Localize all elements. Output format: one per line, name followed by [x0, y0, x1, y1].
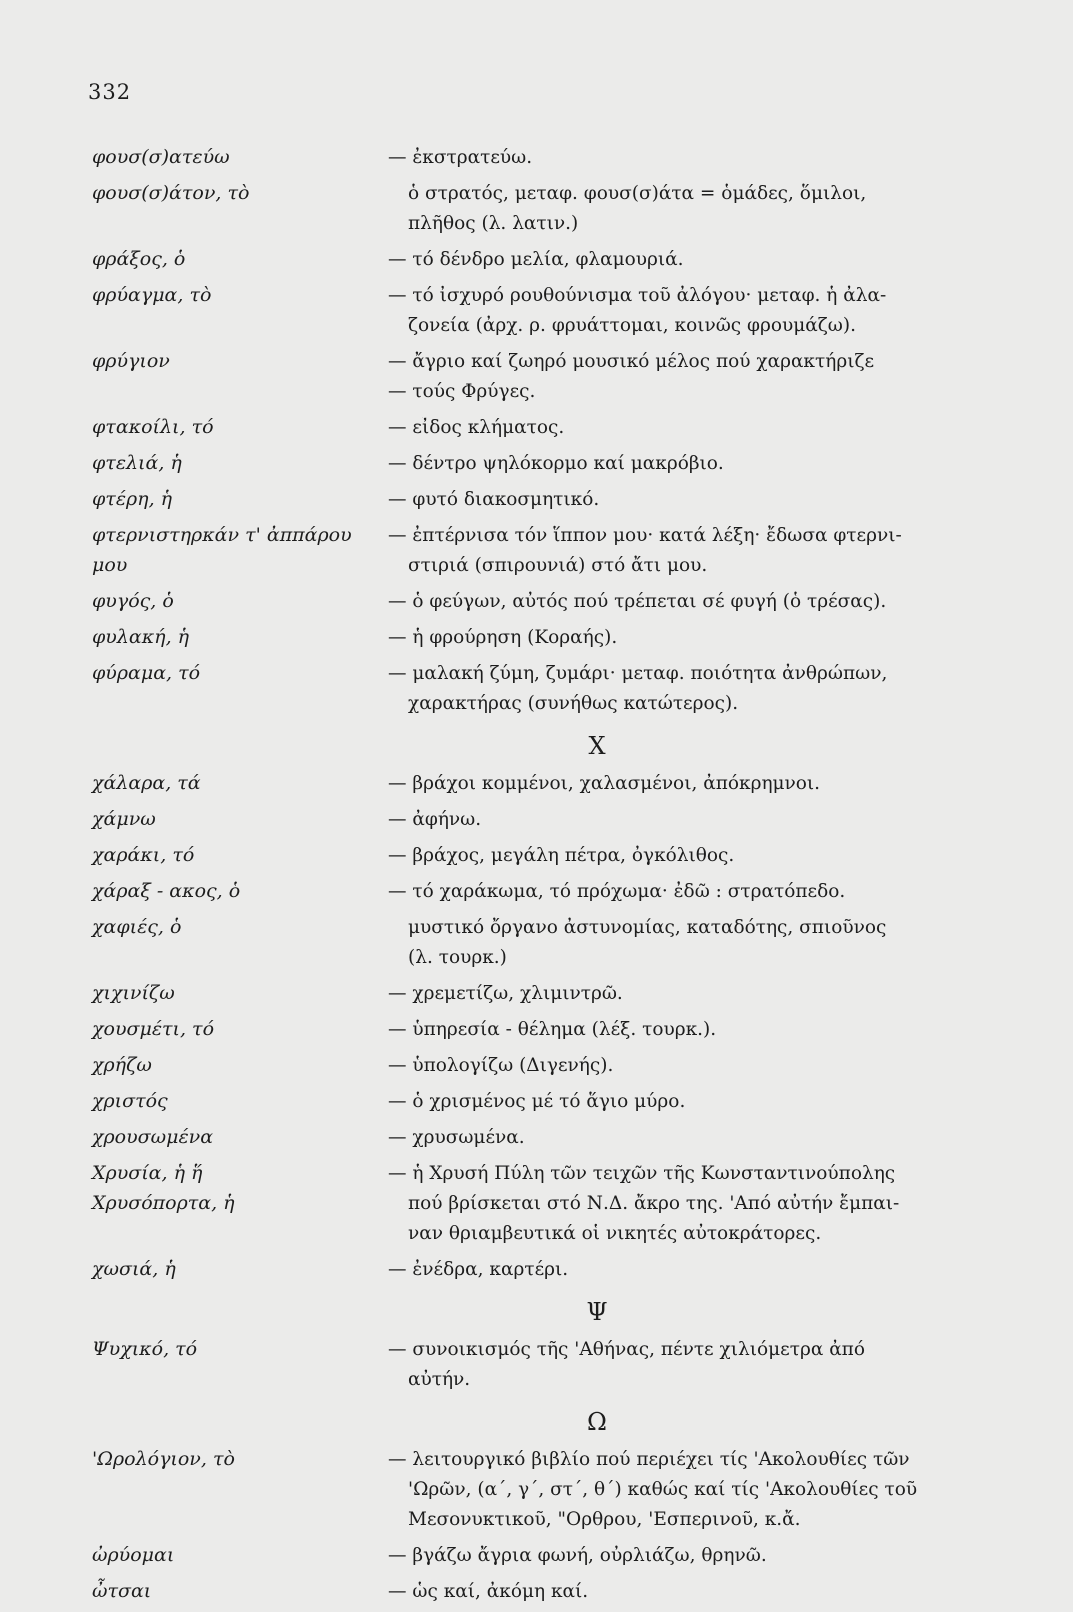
entry-line [92, 1576, 962, 1606]
glossary-entry [92, 622, 962, 652]
entry-definition: — δέντρο ψηλόκορμο καί μακρόβιο. [388, 452, 724, 474]
glossary-entry [92, 1122, 962, 1152]
section-letter-heading: Ω [587, 1408, 607, 1436]
entry-definition: μυστικό ὄργανο ἀστυνομίας, καταδότης, σπιοῦνος [408, 916, 887, 938]
glossary-entry [92, 876, 962, 906]
entry-line [92, 658, 962, 688]
entry-line [92, 622, 962, 652]
entry-term: Ψυχικό, τό [92, 1338, 198, 1360]
entry-term: χιχινίζω [92, 982, 175, 1004]
entry-line [92, 942, 962, 972]
entry-line [92, 1444, 962, 1474]
entry-definition: — βράχοι κομμένοι, χαλασμένοι, ἀπόκρημνοι. [388, 772, 821, 794]
glossary-entry [92, 804, 962, 834]
entry-line [92, 310, 962, 340]
glossary-entry [92, 978, 962, 1008]
entry-definition: πλῆθος (λ. λατιν.) [408, 212, 579, 234]
entry-line [92, 768, 962, 798]
entry-line [92, 376, 962, 406]
entry-definition: — βγάζω ἄγρια φωνή, οὐρλιάζω, θρηνῶ. [388, 1544, 767, 1566]
entry-definition: — εἶδος κλήματος. [388, 416, 565, 438]
glossary-entry [92, 586, 962, 616]
glossary-entry [92, 912, 962, 972]
entry-definition: — μαλακή ζύμη, ζυμάρι· μεταφ. ποιότητα ἀνθρώπων, [388, 662, 888, 684]
entry-term: χρήζω [92, 1054, 152, 1076]
entry-line [92, 1086, 962, 1116]
entry-definition: — βράχος, μεγάλη πέτρα, ὀγκόλιθος. [388, 844, 735, 866]
entry-term: φρύγιον [92, 350, 170, 372]
entry-term: φουσ(σ)ατεύω [92, 146, 230, 168]
section-letter-heading: Χ [588, 732, 606, 760]
glossary-list [92, 142, 962, 1612]
entry-term: ὠρύομαι [92, 1544, 175, 1566]
glossary-entry [92, 520, 962, 580]
entry-definition: — ἀφήνω. [388, 808, 482, 830]
entry-term: φρύαγμα, τὸ [92, 284, 212, 306]
entry-line [92, 142, 962, 172]
entry-definition: — ὑπηρεσία - θέλημα (λέξ. τουρκ.). [388, 1018, 717, 1040]
entry-line [92, 1188, 962, 1218]
entry-term: φτελιά, ἡ [92, 452, 182, 474]
glossary-entry [92, 768, 962, 798]
entry-definition: ναν θριαμβευτικά οἱ νικητές αὐτοκράτορες. [408, 1222, 822, 1244]
glossary-entry [92, 1050, 962, 1080]
entry-line [92, 804, 962, 834]
entry-line [92, 1364, 962, 1394]
entry-term: χάραξ - ακος, ὁ [92, 880, 241, 902]
entry-definition: ὁ στρατός, μεταφ. φουσ(σ)άτα = ὁμάδες, ὅμιλοι, [408, 182, 867, 204]
entry-term: χαράκι, τό [92, 844, 195, 866]
entry-line [92, 346, 962, 376]
entry-line [92, 978, 962, 1008]
entry-definition: — χρεμετίζω, χλιμιντρῶ. [388, 982, 623, 1004]
glossary-entry [92, 280, 962, 340]
glossary-entry [92, 484, 962, 514]
entry-term: χριστός [92, 1090, 168, 1112]
entry-line [92, 208, 962, 238]
glossary-entry [92, 346, 962, 406]
glossary-entry [92, 1086, 962, 1116]
entry-definition: — ὁ φεύγων, αὐτός πού τρέπεται σέ φυγή (ὁ τρέσας). [388, 590, 887, 612]
entry-line [92, 550, 962, 580]
entry-definition: — ὡς καί, ἀκόμη καί. [388, 1580, 589, 1602]
glossary-entry [92, 1334, 962, 1394]
entry-definition: — φυτό διακοσμητικό. [388, 488, 600, 510]
entry-term: φύραμα, τό [92, 662, 201, 684]
glossary-entry [92, 1540, 962, 1570]
entry-definition: πού βρίσκεται στό Ν.Δ. ἄκρο της. 'Από αὐτήν ἔμπαι- [408, 1192, 900, 1214]
entry-line [92, 1504, 962, 1534]
entry-definition: χαρακτήρας (συνήθως κατώτερος). [408, 692, 739, 714]
glossary-entry [92, 658, 962, 718]
entry-line [92, 1050, 962, 1080]
entry-line [92, 586, 962, 616]
entry-definition: — ἄγριο καί ζωηρό μουσικό μέλος πού χαρακτήριζε [388, 350, 875, 372]
entry-term: φτακοίλι, τό [92, 416, 214, 438]
entry-definition: αὐτήν. [408, 1368, 471, 1390]
entry-definition: 'Ωρῶν, (α΄, γ΄, στ΄, θ΄) καθώς καί τίς 'Ακολουθίες τοῦ [408, 1478, 918, 1500]
entry-line [92, 840, 962, 870]
entry-term: χουσμέτι, τό [92, 1018, 215, 1040]
entry-term: χρουσωμένα [92, 1126, 214, 1148]
entry-line [92, 876, 962, 906]
entry-line [92, 244, 962, 274]
entry-term: χάλαρα, τά [92, 772, 201, 794]
entry-line [92, 412, 962, 442]
entry-term: χάμνω [92, 808, 156, 830]
entry-definition: — ὁ χρισμένος μέ τό ἅγιο μύρο. [388, 1090, 686, 1112]
entry-term: φυγός, ὁ [92, 590, 174, 612]
entry-definition: — τό ἰσχυρό ρουθούνισμα τοῦ ἀλόγου· μεταφ. ἡ ἀλα- [388, 284, 887, 306]
entry-definition: — ἐνέδρα, καρτέρι. [388, 1258, 569, 1280]
entry-line [92, 1122, 962, 1152]
glossary-entry [92, 1014, 962, 1044]
entry-line [92, 1540, 962, 1570]
glossary-entry [92, 1254, 962, 1284]
entry-definition: — τό χαράκωμα, τό πρόχωμα· ἐδῶ : στρατόπεδο. [388, 880, 846, 902]
entry-line [92, 1334, 962, 1364]
entry-definition: — χρυσωμένα. [388, 1126, 525, 1148]
glossary-entry [92, 178, 962, 238]
entry-definition: — ὑπολογίζω (Διγενής). [388, 1054, 614, 1076]
entry-term: ὦτσαι [92, 1580, 152, 1602]
entry-gap [92, 1606, 962, 1612]
entry-line [92, 484, 962, 514]
entry-term: φυλακή, ἡ [92, 626, 190, 648]
section-letter-heading: Ψ [586, 1298, 608, 1326]
entry-line [92, 912, 962, 942]
entry-term: φράξος, ὁ [92, 248, 186, 270]
entry-term-continuation: μου [92, 554, 128, 576]
entry-term: χωσιά, ἡ [92, 1258, 176, 1280]
entry-definition: στιριά (σπιρουνιά) στό ἄτι μου. [408, 554, 708, 576]
glossary-entry [92, 1576, 962, 1606]
glossary-entry [92, 1444, 962, 1534]
entry-definition: ζονεία (ἀρχ. ρ. φρυάττομαι, κοινῶς φρουμάζω). [408, 314, 856, 336]
entry-line [92, 448, 962, 478]
glossary-entry [92, 448, 962, 478]
entry-term: φτέρη, ἡ [92, 488, 173, 510]
entry-line [92, 280, 962, 310]
entry-line [92, 688, 962, 718]
page-number: 332 [88, 80, 132, 104]
entry-definition: — ἐπτέρνισα τόν ἵππον μου· κατά λέξη· ἔδωσα φτερνι- [388, 524, 902, 546]
glossary-entry [92, 244, 962, 274]
entry-line [92, 1218, 962, 1248]
glossary-entry [92, 142, 962, 172]
entry-definition: — συνοικισμός τῆς 'Αθήνας, πέντε χιλιόμετρα ἀπό [388, 1338, 865, 1360]
entry-term: χαφιές, ὁ [92, 916, 182, 938]
entry-line [92, 1254, 962, 1284]
entry-line [92, 178, 962, 208]
entry-term: φουσ(σ)άτον, τὸ [92, 182, 250, 204]
entry-definition: — τό δένδρο μελία, φλαμουριά. [388, 248, 684, 270]
entry-line [92, 1158, 962, 1188]
entry-definition: — ἐκστρατεύω. [388, 146, 533, 168]
entry-definition: — ἡ φρούρηση (Κοραής). [388, 626, 618, 648]
entry-definition: (λ. τουρκ.) [408, 946, 507, 968]
entry-term-continuation: Χρυσόπορτα, ἡ [92, 1192, 235, 1214]
entry-term: 'Ωρολόγιον, τὸ [92, 1448, 235, 1470]
entry-term: Χρυσία, ἡ ἥ [92, 1162, 203, 1184]
entry-term: φτερνιστηρκάν τ' ἀππάρου [92, 524, 352, 546]
entry-line [92, 520, 962, 550]
entry-definition: — τούς Φρύγες. [388, 380, 536, 402]
entry-line [92, 1014, 962, 1044]
entry-definition: — λειτουργικό βιβλίο πού περιέχει τίς 'Ακολουθίες τῶν [388, 1448, 910, 1470]
glossary-entry [92, 412, 962, 442]
glossary-entry [92, 840, 962, 870]
glossary-entry [92, 1158, 962, 1248]
entry-definition: Μεσονυκτικοῦ, "Ορθρου, 'Εσπερινοῦ, κ.ἄ. [408, 1508, 801, 1530]
entry-definition: — ἡ Χρυσή Πύλη τῶν τειχῶν τῆς Κωνσταντινούπολης [388, 1162, 896, 1184]
